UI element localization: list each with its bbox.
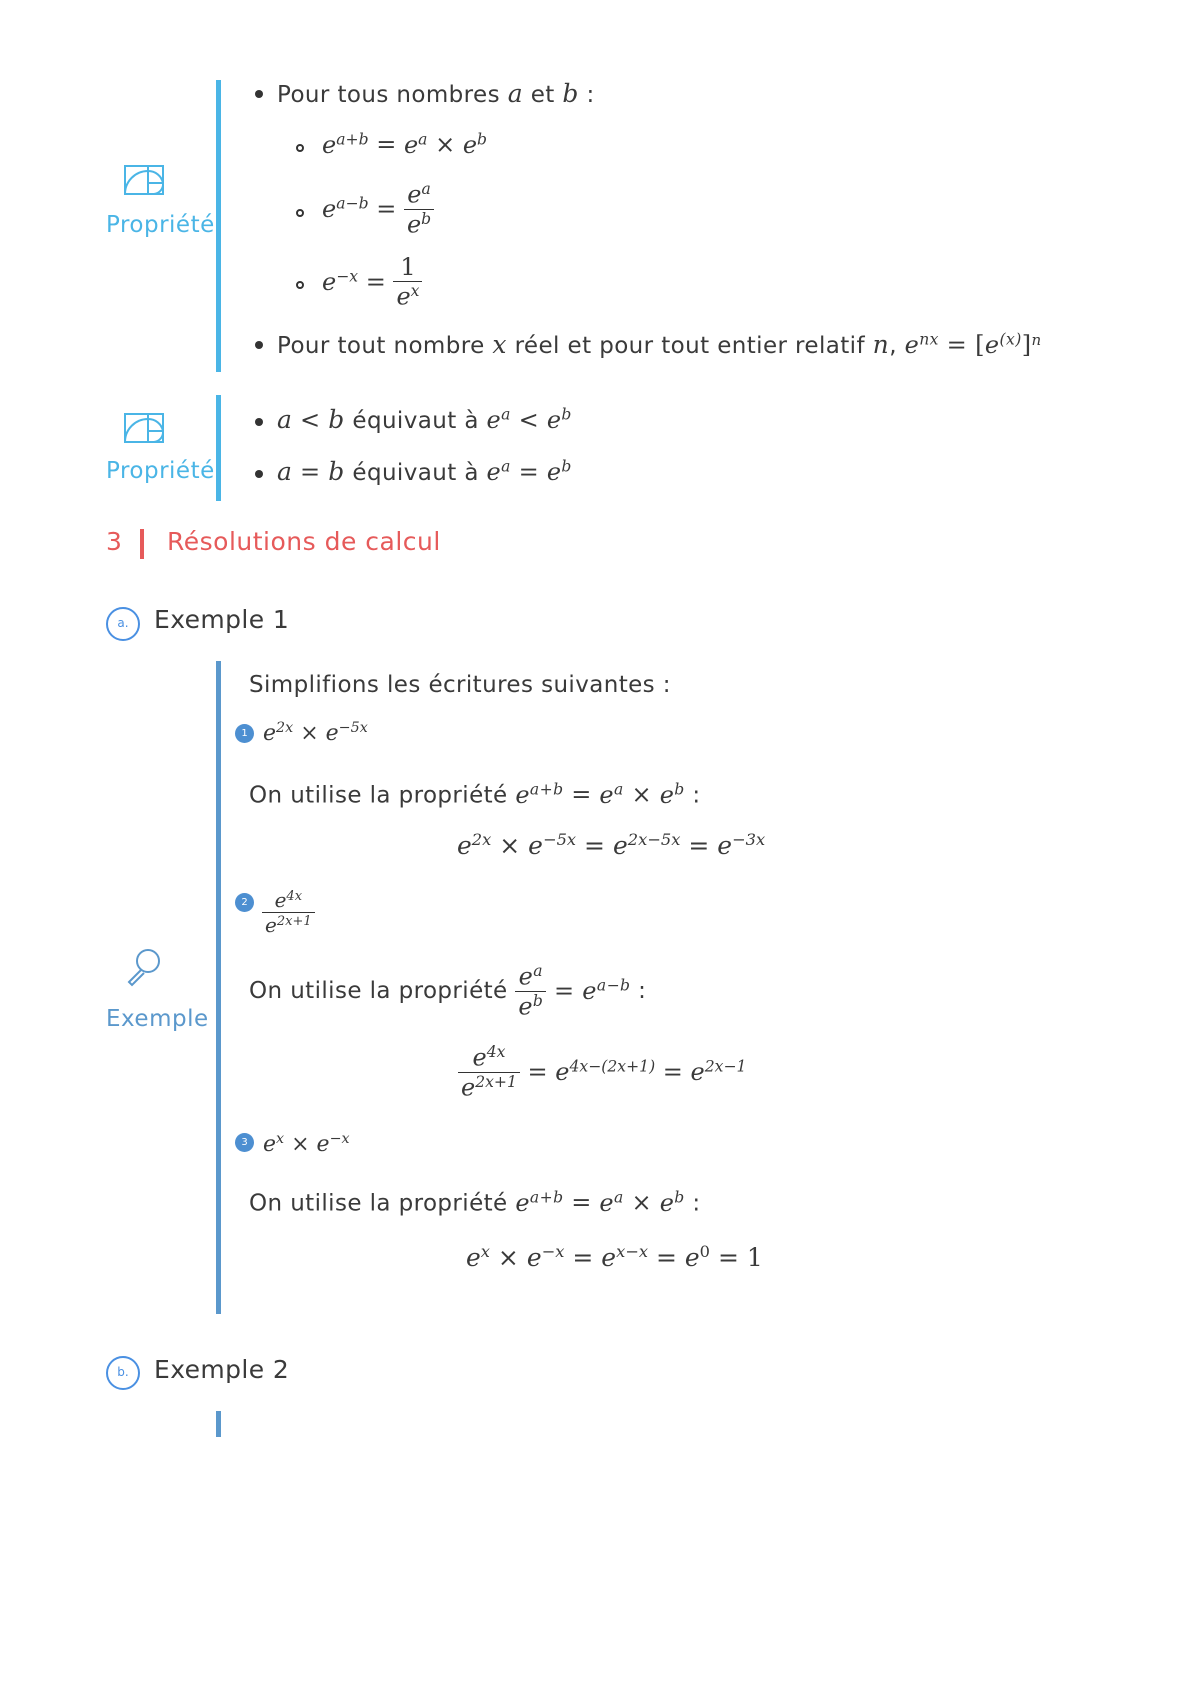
formula-diff: $e^{a-b}$ = $\frac{e^a}{e^b}$ <box>322 180 434 238</box>
section-divider <box>140 529 144 559</box>
step3-rule: On utilise la propriété $e^{a+b} = e^a \times e^b$ : <box>249 1188 701 1217</box>
step2-result: $\frac{e^{4x}}{e^{2x+1}}$ = $e^{4x-(2x+1)} = e^{2x-1}$ <box>458 1043 746 1101</box>
step1-result: $e^{2x} \times e^{-5x} = e^{2x-5x} = e^{-3x}$ <box>457 830 766 860</box>
property-line-1: Pour tous nombres a et b : <box>277 79 595 108</box>
property-line-2: Pour tout nombre x réel et pour tout entier relatif n, $e^{nx} = [e^{(x)}]^n$ <box>277 330 1042 359</box>
property-bar <box>216 395 221 501</box>
bullet <box>255 470 263 478</box>
example-icon-block <box>124 945 164 991</box>
sub-bullet <box>296 144 304 152</box>
formula-neg: $e^{-x}$ = $\frac{1}{e^x}$ <box>322 253 422 311</box>
sub-bullet <box>296 209 304 217</box>
step3-expression: $e^x \times e^{-x}$ <box>263 1131 350 1157</box>
sub-bullet <box>296 281 304 289</box>
step1-rule: On utilise la propriété $e^{a+b} = e^a \times e^b$ : <box>249 780 701 809</box>
property-icon-block <box>106 413 218 443</box>
magnifier-icon <box>124 945 164 987</box>
bullet <box>255 341 263 349</box>
step-number: 3 <box>235 1133 254 1152</box>
golden-spiral-icon <box>124 165 164 195</box>
property-icon-block <box>106 165 218 195</box>
property-bar <box>216 80 221 372</box>
bullet <box>255 418 263 426</box>
property-label: Propriété <box>106 212 215 238</box>
step3-result: $e^x \times e^{-x} = e^{x-x} = e^0 = 1$ <box>466 1242 763 1272</box>
section-number: 3 <box>106 527 122 556</box>
subsection-badge: a. <box>106 607 140 641</box>
subsection-heading: Exemple 2 <box>154 1355 290 1384</box>
golden-spiral-icon <box>124 413 164 443</box>
subsection-badge: b. <box>106 1356 140 1390</box>
subsection-heading: Exemple 1 <box>154 605 290 634</box>
example-intro: Simplifions les écritures suivantes : <box>249 672 671 698</box>
section-title: Résolutions de calcul <box>167 527 441 556</box>
example-bar <box>216 1411 221 1437</box>
property-label: Propriété <box>106 458 215 484</box>
step-number: 2 <box>235 893 254 912</box>
formula-sum: $e^{a+b} = e^a \times e^b$ <box>322 130 488 159</box>
example-bar <box>216 661 221 1314</box>
step2-expression: $\frac{e^{4x}}{e^{2x+1}}$ <box>262 888 315 937</box>
step1-expression: $e^{2x} \times e^{-5x}$ <box>263 720 368 746</box>
property2-line-2: a = b équivaut à $e^a = e^b$ <box>277 457 572 486</box>
bullet <box>255 90 263 98</box>
step2-rule: On utilise la propriété $\frac{e^a}{e^b}$ = $e^{a-b}$ : <box>249 962 647 1021</box>
example-label: Exemple <box>106 1006 209 1032</box>
step-number: 1 <box>235 724 254 743</box>
property2-line-1: a < b équivaut à $e^a < e^b$ <box>277 405 572 434</box>
